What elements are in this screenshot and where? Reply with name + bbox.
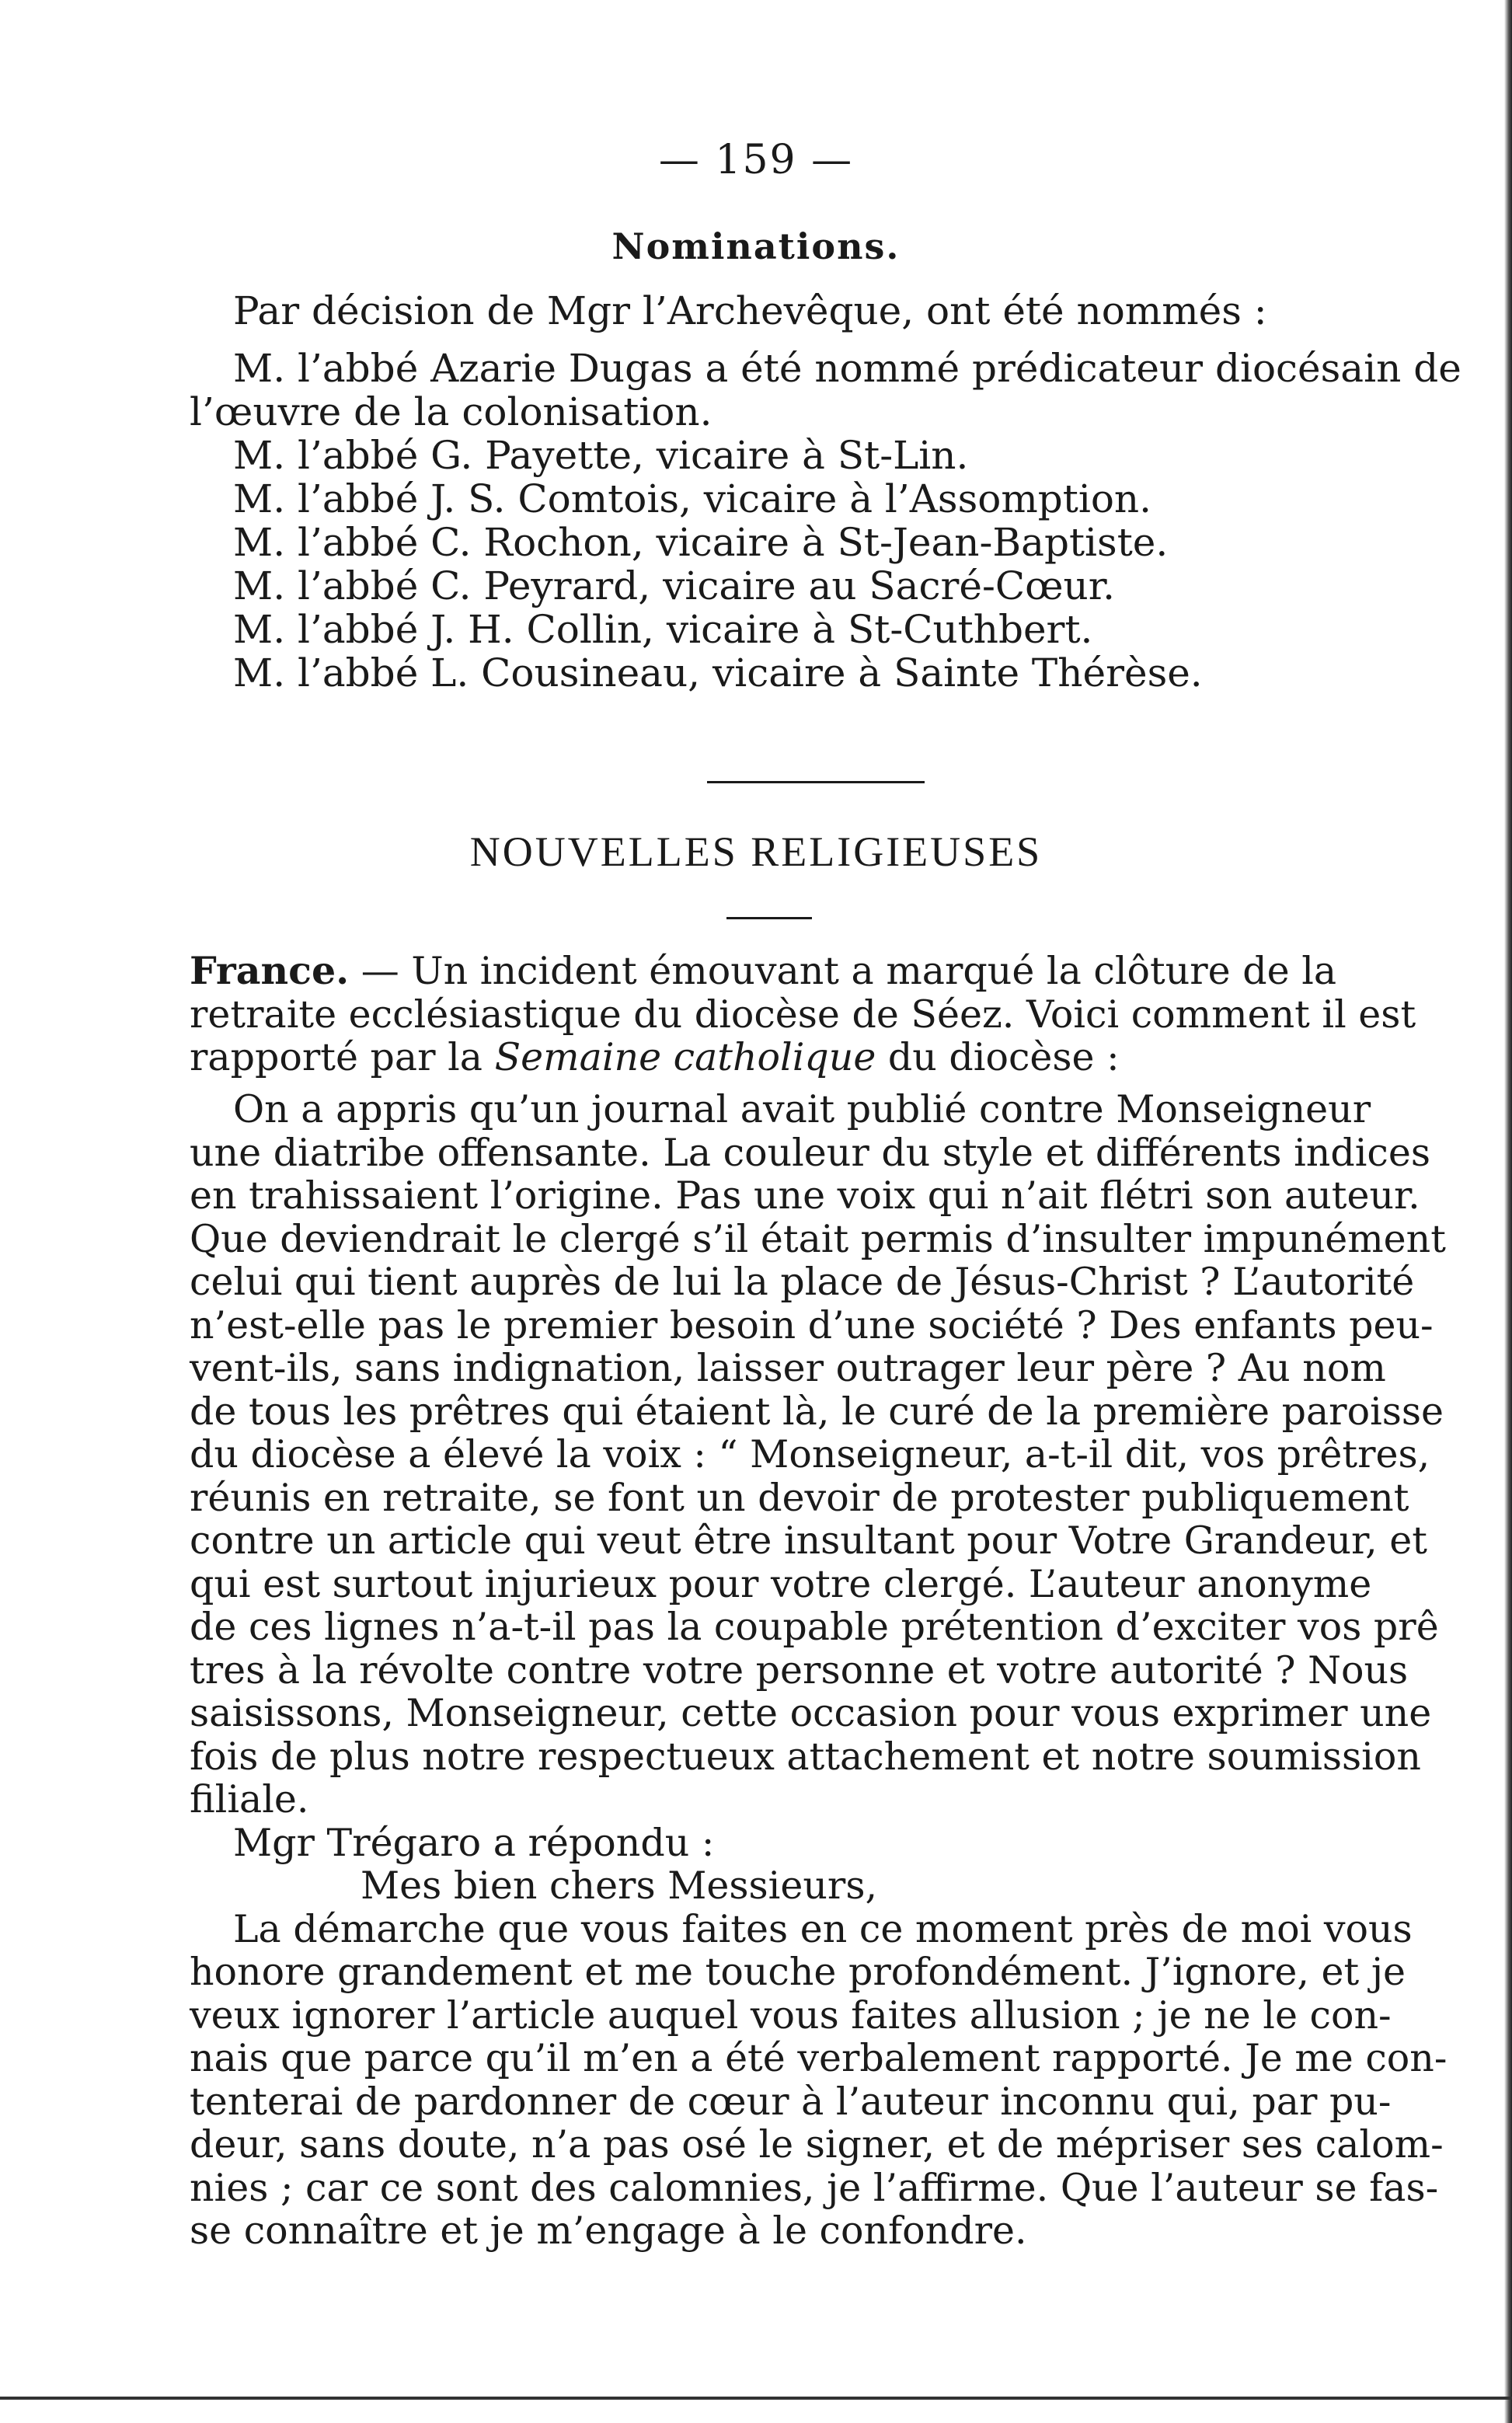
page-bottom-edge [0,2397,1512,2400]
reply-line: veux ignorer l’article auquel vous faites allusion ; je ne le con- [190,1992,1392,2038]
quote-line: vent-ils, sans indignation, laisser outrager leur père ? Au nom [190,1346,1386,1390]
nominations-intro: Par décision de Mgr l’Archevêque, ont été nommés : [233,288,1267,333]
quote-line: Que deviendrait le clergé s’il était permis d’insulter impunément [190,1216,1446,1261]
section-divider [707,781,925,783]
quote-line: contre un article qui veut être insultant pour Votre Grandeur, et [190,1518,1427,1563]
quote-line: saisissons, Monseigneur, cette occasion pour vous exprimer une [190,1691,1432,1735]
nomination-entry: M. l’abbé Azarie Dugas a été nommé prédicateur diocésain de [233,346,1461,391]
reply-line: honore grandement et me touche profondément. J’ignore, et je [190,1950,1406,1994]
quote-line: tres à la révolte contre votre personne et votre autorité ? Nous [190,1647,1409,1693]
quote-line: réunis en retraite, se font un devoir de protester publiquement [190,1475,1409,1520]
nomination-entry: M. l’abbé C. Peyrard, vicaire au Sacré-Cœur. [233,563,1116,608]
page-right-edge [1504,0,1512,2423]
quote-line: de ces lignes n’a-t-il pas la coupable prétention d’exciter vos prê [190,1605,1439,1649]
page-number: — 159 — [658,137,854,183]
nomination-entry: l’œuvre de la colonisation. [190,389,712,434]
rapporte-prefix: rapporté par la [190,1035,495,1079]
reply-line: deur, sans doute, n’a pas osé le signer, et de mépriser ses calom- [190,2122,1444,2167]
rapporte-suffix: du diocèse : [876,1035,1120,1079]
semaine-catholique-title: Semaine catholique [494,1035,876,1079]
nomination-entry: M. l’abbé L. Cousineau, vicaire à Sainte Thérèse. [233,650,1203,696]
quote-line: une diatribe offensante. La couleur du style et différents indices [190,1130,1430,1175]
reply-line: tenterai de pardonner de cœur à l’auteur inconnu qui, par pu- [190,2079,1392,2124]
quote-line: celui qui tient auprès de lui la place de Jésus-Christ ? L’autorité [190,1260,1415,1304]
quote-line: du diocèse a élevé la voix : “ Monseigneur, a-t-il dit, vos prêtres, [190,1432,1430,1476]
quote-line: filiale. [190,1777,309,1822]
nouvelles-religieuses-heading: NOUVELLES RELIGIEUSES [469,828,1043,875]
nomination-entry: M. l’abbé J. S. Comtois, vicaire à l’Assomption. [233,476,1152,521]
france-line: — Un incident émouvant a marqué la clôture de la [349,949,1337,993]
nomination-entry: M. l’abbé C. Rochon, vicaire à St-Jean-Baptiste. [233,520,1169,565]
quote-line: en trahissaient l’origine. Pas une voix qui n’ait flétri son auteur. [190,1173,1420,1218]
quote-line: qui est surtout injurieux pour votre clergé. L’auteur anonyme [190,1561,1372,1606]
quote-line: On a appris qu’un journal avait publié contre Monseigneur [233,1087,1371,1131]
nomination-entry: M. l’abbé J. H. Collin, vicaire à St-Cuthbert. [233,607,1093,652]
france-label: France. [190,948,350,993]
quote-line: de tous les prêtres qui étaient là, le curé de la première paroisse [190,1389,1444,1434]
reply-line: nies ; car ce sont des calomnies, je l’affirme. Que l’auteur se fas- [190,2165,1439,2210]
heading-underline [726,917,812,919]
nominations-intro-block [233,289,1445,333]
quote-paragraph [190,1088,1448,2253]
repondu-line: Mgr Trégaro a répondu : [233,1820,715,1865]
nominations-title: Nominations. [611,225,901,267]
nominations-list [190,346,1461,696]
salutation-line: Mes bien chers Messieurs, [361,1863,878,1908]
quote-line: fois de plus notre respectueux attachement et notre soumission [190,1734,1421,1779]
reply-line: nais que parce qu’il m’en a été verbalement rapporté. Je me con- [190,2036,1448,2080]
reply-line: La démarche que vous faites en ce moment près de moi vous [233,1906,1413,1951]
nomination-entry: M. l’abbé G. Payette, vicaire à St-Lin. [233,433,969,478]
reply-line: se connaître et je m’engage à le confondre. [190,2209,1027,2253]
quote-line: n’est-elle pas le premier besoin d’une société ? Des enfants peu- [190,1302,1434,1347]
france-paragraph [190,950,1448,1079]
france-line: retraite ecclésiastique du diocèse de Séez. Voici comment il est [190,992,1416,1037]
